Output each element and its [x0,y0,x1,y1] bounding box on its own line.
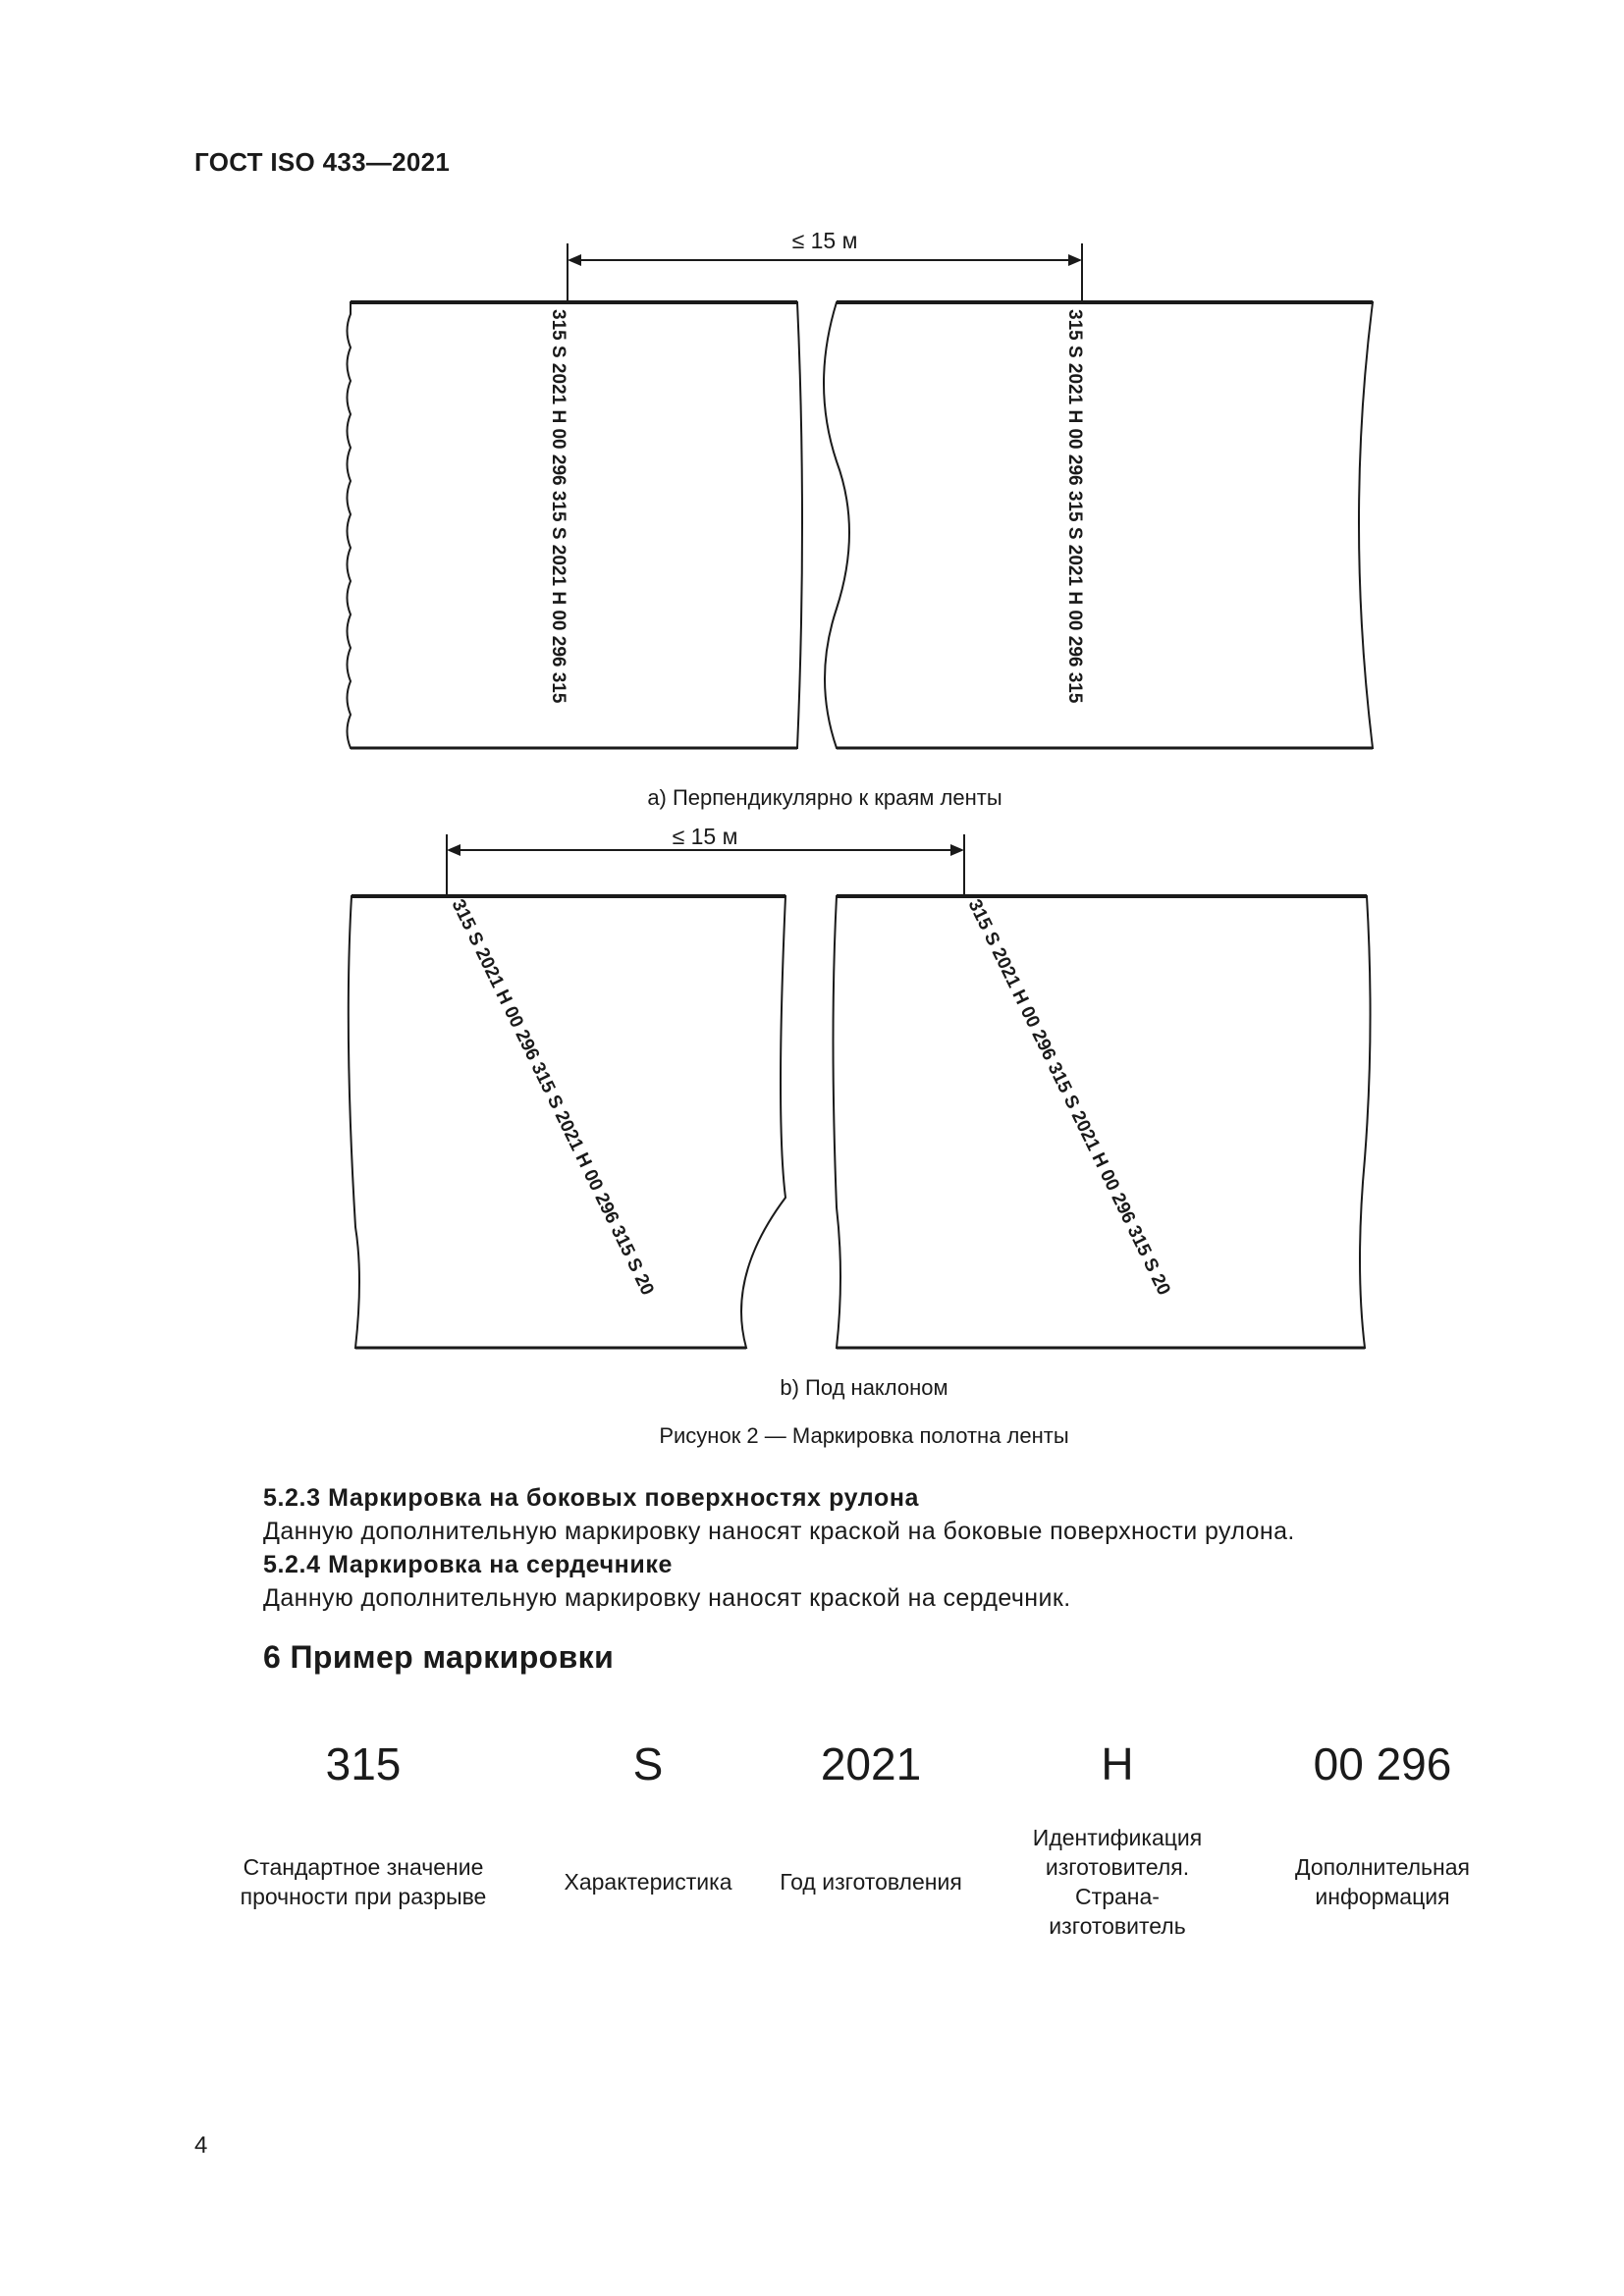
example-desc-additional: Дополнительная информация [1295,1854,1470,1909]
marking-text-a-right: 315 S 2021 H 00 296 315 S 2021 H 00 296 315 [1064,309,1085,704]
belt-a-right [824,302,1373,748]
belt-b-right [834,896,1371,1348]
example-code-year: 2021 [820,1738,922,1789]
arrowhead-a-left [568,254,581,266]
section-5-2-4-text: Данную дополнительную маркировку наносят краской на сердечник. [263,1584,1071,1612]
arrowhead-b-left [447,844,460,856]
marking-text-b-left: 315 S 2021 H 00 296 315 S 2021 H 00 296 315 S 20 [447,895,658,1299]
example-code-strength: 315 [325,1738,402,1789]
example-desc-year: Год изготовления [780,1869,962,1895]
example-desc-manufacturer: Идентификация изготовителя. Страна-изготовитель [1032,1825,1203,1939]
section-6-title: 6 Пример маркировки [263,1639,615,1675]
marking-text-b-right: 315 S 2021 H 00 296 315 S 2021 H 00 296 315 S 20 [963,895,1174,1299]
figure-title: Рисунок 2 — Маркировка полотна ленты [659,1423,1069,1448]
dimension-label-a: ≤ 15 м [791,228,858,253]
belt-a-left [348,302,803,748]
example-code-characteristic: S [632,1738,664,1789]
example-desc-strength: Стандартное значение прочности при разрыве [240,1854,487,1909]
arrowhead-a-right [1068,254,1082,266]
caption-a: a) Перпендикулярно к краям ленты [647,785,1002,810]
example-desc-characteristic: Характеристика [564,1869,732,1895]
example-code-additional: 00 296 [1313,1738,1452,1789]
caption-b: b) Под наклоном [780,1375,948,1400]
section-5-2-3-title: 5.2.3 Маркировка на боковых поверхностях рулона [263,1484,920,1512]
marking-text-a-left: 315 S 2021 H 00 296 315 S 2021 H 00 296 315 [548,309,568,704]
dimension-label-b: ≤ 15 м [672,824,738,849]
section-5-2-4-title: 5.2.4 Маркировка на сердечнике [263,1551,673,1578]
example-code-manufacturer: H [1101,1738,1134,1789]
section-5-2-3-text: Данную дополнительную маркировку наносят краской на боковые поверхности рулона. [263,1518,1295,1545]
arrowhead-b-right [950,844,964,856]
page-number: 4 [194,2132,208,2159]
document-header: ГОСТ ISO 433—2021 [194,147,451,177]
